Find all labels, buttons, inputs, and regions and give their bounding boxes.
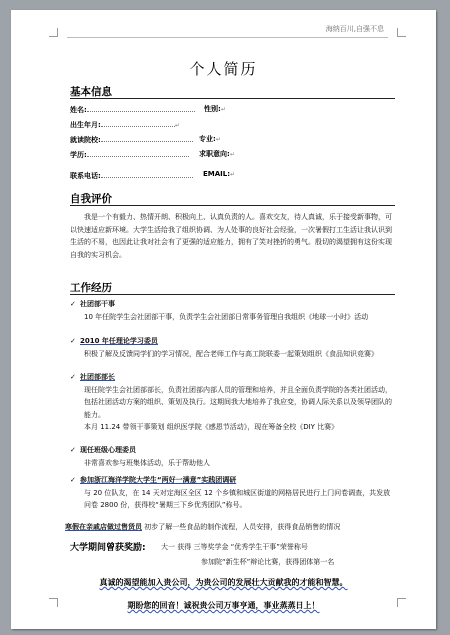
experience-heading: 工作经历 — [70, 282, 112, 294]
header-note: 海纳百川,自强不息 — [325, 25, 384, 33]
crop-mark — [397, 28, 406, 37]
experience-item — [70, 298, 395, 323]
check-icon: ✓ — [70, 476, 76, 484]
experience-extra: 本月 11.24 带领干事策划 组织医学院《感恩节活动》，现在筹备全校《DIY 比赛》 — [84, 423, 339, 431]
experience-item — [70, 371, 395, 434]
check-icon: ✓ — [70, 446, 76, 454]
closing-text: 期盼您的回音！诚祝贵公司万事亨通，事业蒸蒸日上！ — [127, 601, 320, 610]
paragraph-mark: ↵ — [215, 136, 221, 143]
paragraph-mark: ↵ — [174, 122, 180, 129]
crop-mark — [49, 28, 58, 37]
check-icon: ✓ — [70, 300, 76, 308]
closing-line — [11, 577, 436, 588]
gender-label: 性别: — [204, 105, 221, 113]
major-field[interactable] — [199, 134, 221, 144]
name-field[interactable] — [70, 104, 195, 115]
email-label: EMAIL: — [203, 170, 231, 178]
evaluation-text: 我是一个有毅力、热情开朗、积极向上、认真负责的人。喜欢交友，待人真诚，乐于接受新事物，可以快速适应新环境。大学生活给我了组织协调、为人处事的良好社会经验，一次暑假打工生活让我认识到生活的不易，也因此让我对社会有了更强的适应能力，拥有了笑对挫折的勇气。殷切的渴望拥有这份实现自我的实习机会。 — [70, 213, 392, 259]
header-rule — [67, 37, 388, 38]
experience-text: 现任院学生会社团部部长，负责社团部内部人员的管理和培养，并且全面负责学院的各类社团活动，包括社团活动方案的组织、策划及执行。这期间我大地培养了我应变，协调人际关系以及领导团队的能力。 — [84, 385, 392, 419]
experience-title: 参加浙江海洋学院大学生“两好一满意”实践团调研 — [80, 476, 237, 484]
experience-item — [70, 444, 395, 469]
experience-item — [70, 474, 395, 512]
paragraph-mark: ↵ — [229, 151, 235, 158]
phone-field[interactable] — [70, 170, 193, 181]
phone-blank — [101, 170, 193, 178]
evaluation-heading: 自我评价 — [70, 193, 112, 205]
degree-blank — [87, 149, 189, 157]
experience-title: 社团部部长 — [80, 373, 115, 381]
gender-field[interactable] — [204, 104, 226, 114]
page-title: 个人简历 — [189, 60, 258, 78]
awards-heading: 大学期间曾获奖励: — [70, 543, 146, 553]
name-blank — [87, 104, 195, 112]
paragraph-mark: ↵ — [220, 106, 226, 113]
experience-title: 寒假在亲戚店做过售货员 — [65, 523, 142, 531]
experience-text: 与 20 位队友，在 14 天对定海区全区 12 个乡镇和城区街道的网格居民进行上门问卷调查，共发放问卷 2800 份，获得校“暑期三下乡优秀团队”称号。 — [84, 488, 391, 509]
major-label: 专业: — [199, 135, 216, 143]
phone-label: 联系电话: — [70, 172, 101, 180]
closing-text: 真诚的渴望能加入贵公司，为贵公司的发展壮大贡献我的才能和智慧。 — [99, 578, 348, 587]
resume-page — [11, 10, 436, 629]
section-divider — [70, 294, 395, 295]
school-label: 就读院校: — [70, 136, 101, 144]
check-icon: ✓ — [70, 337, 76, 345]
degree-field[interactable] — [70, 149, 189, 160]
birth-field[interactable] — [70, 119, 180, 130]
intent-field[interactable] — [199, 149, 235, 159]
experience-item — [70, 335, 395, 360]
award-line: 大一 获得 三等奖学金 “优秀学生干事”荣誉称号 — [161, 543, 308, 551]
paragraph-mark: ↵ — [230, 171, 236, 178]
school-blank — [101, 134, 193, 142]
check-icon: ✓ — [70, 373, 76, 381]
name-label: 姓名: — [70, 106, 87, 114]
experience-text: 非常喜欢参与班集体活动，乐于帮助他人 — [84, 458, 210, 467]
intent-label: 求职意向: — [199, 150, 230, 158]
birth-label: 出生年月: — [70, 121, 101, 129]
experience-item — [65, 521, 405, 534]
section-divider — [70, 98, 395, 99]
experience-text: 10 年任院学生会社团部干事，负责学生会社团部日常事务管理自我组织《地球一小时》活动 — [84, 312, 369, 321]
basic-info-heading: 基本信息 — [70, 86, 112, 98]
award-line: 参加院“新生杯”辩论比赛，获得团体第一名 — [201, 558, 335, 566]
experience-text: 积极了解及反馈同学们的学习情况，配合老师工作与高工院联委一起策划组织《食品知识竞赛》 — [84, 349, 378, 358]
experience-title: 现任班级心理委员 — [80, 446, 136, 454]
birth-blank — [101, 119, 175, 127]
experience-title: 社团部干事 — [80, 300, 115, 308]
degree-label: 学历: — [70, 151, 87, 159]
school-field[interactable] — [70, 134, 193, 145]
experience-text: 初步了解一些食品的制作流程，人员安排，获得食品销售的情况 — [144, 523, 341, 531]
experience-title: 2010 年任理论学习委员 — [80, 337, 158, 345]
email-field[interactable] — [203, 170, 235, 178]
section-divider — [70, 205, 395, 206]
closing-line — [11, 600, 436, 611]
